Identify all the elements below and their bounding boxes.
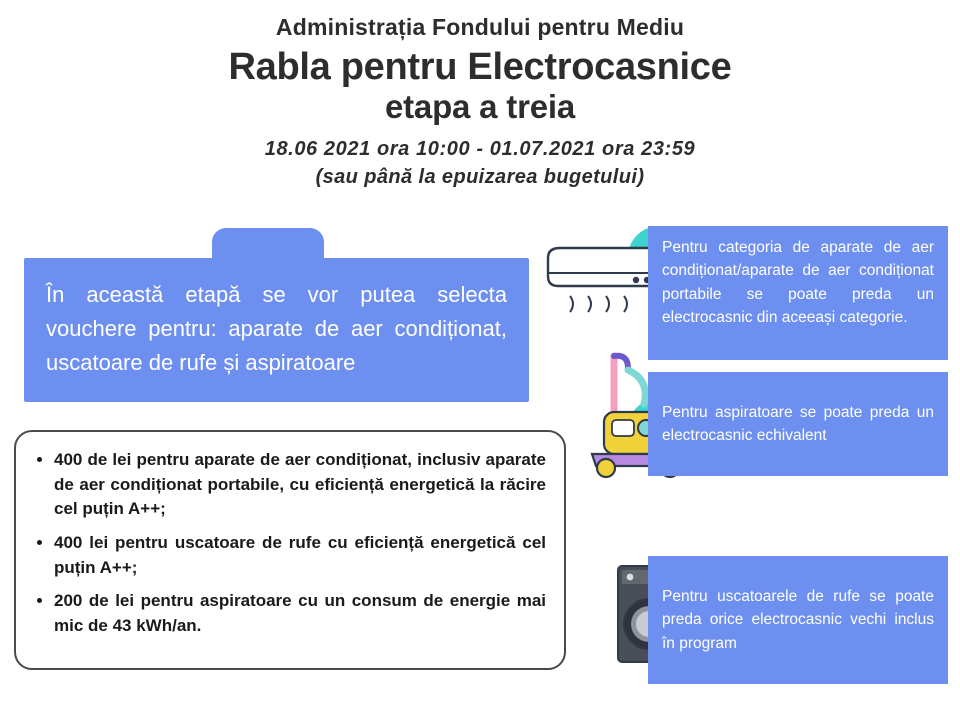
page-subtitle: etapa a treia	[384, 88, 575, 126]
list-item: • 200 de lei pentru aspiratoare cu un consum de energie mai mic de 43 kWh/an.	[54, 589, 546, 638]
callout-box	[24, 258, 529, 402]
info-box-air-conditioner	[648, 226, 948, 360]
page-title: Rabla pentru Electrocasnice	[228, 45, 732, 88]
poster-header	[0, 14, 960, 189]
info-box-vacuum-text: Pentru aspiratoare se poate preda un electrocasnic echivalent	[662, 403, 934, 444]
info-box-vacuum	[648, 372, 948, 476]
info-box-air-conditioner-text: Pentru categoria de aparate de aer condiționat/aparate de aer condiționat portabile se poate preda un electrocasnic din aceeași categorie.	[662, 239, 934, 326]
list-item: • 400 lei pentru uscatoare de rufe cu eficiență energetică cel puțin A++;	[54, 531, 546, 580]
date-range: 18.06 2021 ora 10:00 - 01.07.2021 ora 23:59	[264, 138, 696, 161]
organization-name: Administrația Fondului pentru Mediu	[275, 14, 685, 40]
budget-note: (sau până la epuizarea bugetului)	[315, 166, 645, 189]
list-item: • 400 de lei pentru aparate de aer condiționat, inclusiv aparate de aer condiționat portabile, cu eficiență energetică la răcire cel puțin A++;	[54, 448, 546, 522]
info-box-dryer	[648, 556, 948, 684]
voucher-list-box	[14, 430, 566, 670]
info-box-dryer-text: Pentru uscatoarele de rufe se poate preda orice electrocasnic vechi inclus în program	[662, 588, 934, 652]
callout-text: În această etapă se vor putea selecta vouchere pentru: aparate de aer condiționat, uscatoare de rufe și aspiratoare	[46, 282, 507, 376]
callout-tail	[212, 228, 324, 260]
voucher-list	[28, 448, 546, 638]
